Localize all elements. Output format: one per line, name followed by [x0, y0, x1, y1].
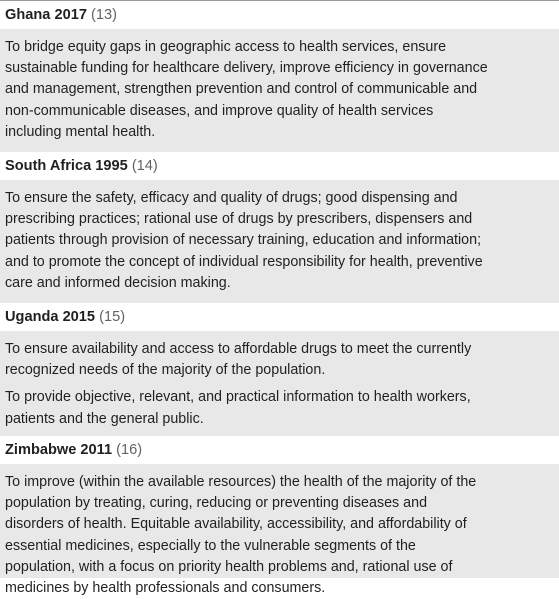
text-line: population by treating, curing, reducing or preventing diseases and	[5, 495, 428, 512]
section-body-ghana	[0, 29, 559, 152]
section-heading-zimbabwe	[0, 436, 559, 464]
text-line: To provide objective, relevant, and practical information to health workers,	[5, 389, 471, 406]
reference-south-africa: (14)	[131, 158, 158, 174]
text-line: population, with a focus on priority health problems and, rational use of	[5, 558, 453, 575]
country-label-zimbabwe: Zimbabwe 2011	[5, 442, 113, 458]
text-line: prescribing practices; rational use of drugs by prescribers, dispensers and	[5, 211, 473, 228]
text-line: To ensure the safety, efficacy and quality of drugs; good dispensing and	[5, 190, 458, 206]
objective-text-south-africa	[5, 188, 553, 294]
text-line: patients and the general public.	[5, 410, 204, 427]
text-line: To ensure availability and access to affordable drugs to meet the currently	[5, 341, 472, 357]
text-line: and to promote the concept of individual responsibility for health, preventive	[5, 253, 483, 270]
text-line: essential medicines, especially to the vulnerable segments of the	[5, 537, 416, 554]
reference-zimbabwe: (16)	[116, 442, 143, 458]
objective-text-uganda-2	[5, 387, 553, 429]
text-line: non-communicable diseases, and improve quality of health services	[5, 102, 434, 119]
country-label-uganda: Uganda 2015	[5, 309, 96, 325]
country-label-south-africa: South Africa 1995	[5, 158, 128, 174]
text-line: To bridge equity gaps in geographic access to health services, ensure	[5, 39, 447, 55]
section-body-zimbabwe	[0, 464, 559, 597]
text-line: care and informed decision making.	[5, 274, 231, 291]
objective-text-ghana	[5, 37, 553, 143]
text-line: patients through provision of necessary training, education and information;	[5, 232, 482, 249]
country-label-ghana: Ghana 2017	[5, 7, 87, 23]
section-body-uganda	[0, 331, 559, 436]
objective-text-zimbabwe	[5, 472, 553, 599]
text-line: To improve (within the available resources) the health of the majority of the	[5, 474, 477, 490]
section-body-south-africa	[0, 180, 559, 303]
section-heading-uganda	[0, 303, 559, 331]
text-line: recognized needs of the majority of the population.	[5, 362, 326, 379]
section-heading-south-africa	[0, 152, 559, 180]
objective-text-uganda-1	[5, 339, 553, 381]
section-heading-ghana	[0, 1, 559, 29]
text-line: and management, strengthen prevention and control of communicable and	[5, 81, 478, 98]
text-line: medicines by health professionals and consumers.	[5, 580, 326, 597]
text-line: disorders of health. Equitable availability, accessibility, and affordability of	[5, 516, 467, 533]
text-line: including mental health.	[5, 123, 156, 140]
text-line: sustainable funding for healthcare delivery, improve efficiency in governance	[5, 60, 488, 77]
reference-uganda: (15)	[99, 309, 126, 325]
reference-ghana: (13)	[91, 7, 117, 23]
